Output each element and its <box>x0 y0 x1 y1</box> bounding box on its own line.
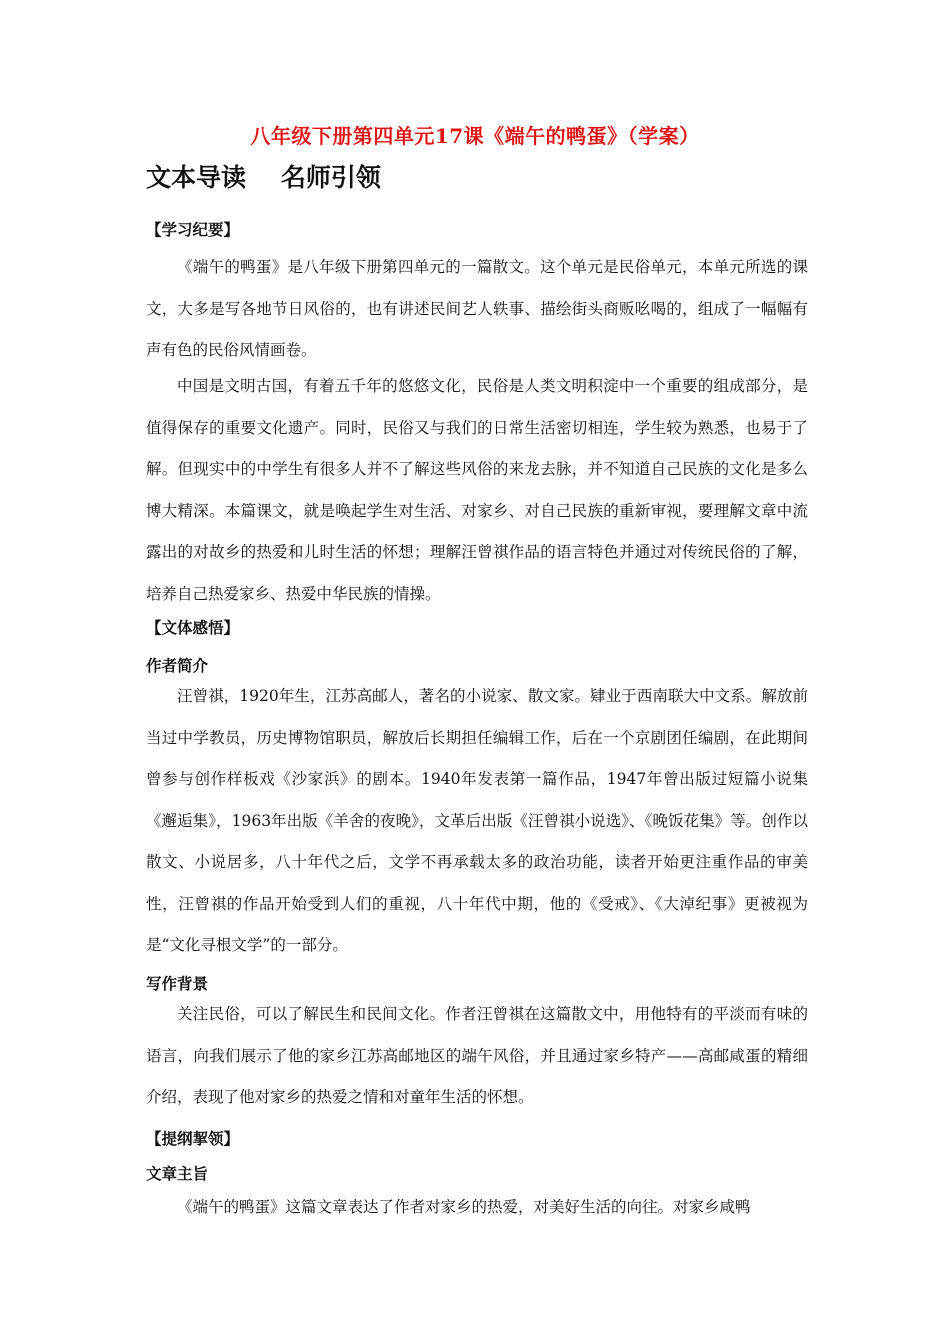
genre-perception-heading: 【文体感悟】 <box>146 618 240 637</box>
article-theme-paragraph: 《端午的鸭蛋》这篇文章表达了作者对家乡的热爱，对美好生活的向往。对家乡咸鸭 <box>177 1198 751 1216</box>
study-notes-paragraph-2: 中国是文明古国，有着五千年的悠悠文化，民俗是人类文明积淀中一个重要的组成部分，是值得保存的重要文化遗产。同时，民俗又与我们的日常生活密切相连，学生较为熟悉，也易于了解。但现实中的中学生有很多人并不了解这些风俗的来龙去脉，并不知道自己民族的文化是多么博大精深。本篇课文，就是唤起学生对生活、对家乡、对自己民族的重新审视，要理解文章中流露出的对故乡的热爱和儿时生活的怀想；理解汪曾祺作品的语言特色并通过对传统民俗的了解，培养自己热爱家乡、热爱中华民族的情操。 <box>146 377 808 603</box>
writing-background-paragraph: 关注民俗，可以了解民生和民间文化。作者汪曾祺在这篇散文中，用他特有的平淡而有味的语言，向我们展示了他的家乡江苏高邮地区的端午风俗，并且通过家乡特产——高邮咸蛋的精细介绍，表现了他对家乡的热爱之情和对童年生活的怀想。 <box>146 1005 808 1106</box>
section-heading: 文本导读 名师引领 <box>146 163 381 192</box>
study-notes-heading: 【学习纪要】 <box>146 220 240 239</box>
study-notes-paragraph-1: 《端午的鸭蛋》是八年级下册第四单元的一篇散文。这个单元是民俗单元，本单元所选的课文，大多是写各地节日风俗的，也有讲述民间艺人轶事、描绘街头商贩吆喝的，组成了一幅幅有声有色的民俗风情画卷。 <box>146 258 808 359</box>
outline-heading: 【提纲挈领】 <box>146 1129 240 1148</box>
article-theme-heading: 文章主旨 <box>146 1164 209 1183</box>
author-intro-heading: 作者简介 <box>146 656 209 675</box>
document-title: 八年级下册第四单元17课《端午的鸭蛋》（学案） <box>250 124 700 148</box>
author-intro-paragraph: 汪曾祺，1920年生，江苏高邮人，著名的小说家、散文家。肄业于西南联大中文系。解放前当过中学教员，历史博物馆职员，解放后长期担任编辑工作，后在一个京剧团任编剧，在此期间曾参与创作样板戏《沙家浜》的剧本。1940年发表第一篇作品，1947年曾出版过短篇小说集《邂逅集》，1963年出版《羊舍的夜晚》，文革后出版《汪曾祺小说选》、《晚饭花集》等。创作以散文、小说居多，八十年代之后，文学不再承载太多的政治功能，读者开始更注重作品的审美性，汪曾祺的作品开始受到人们的重视，八十年代中期，他的《受戒》、《大淖纪事》更被视为是“文化寻根文学”的一部分。 <box>146 687 808 954</box>
writing-background-heading: 写作背景 <box>146 974 209 993</box>
